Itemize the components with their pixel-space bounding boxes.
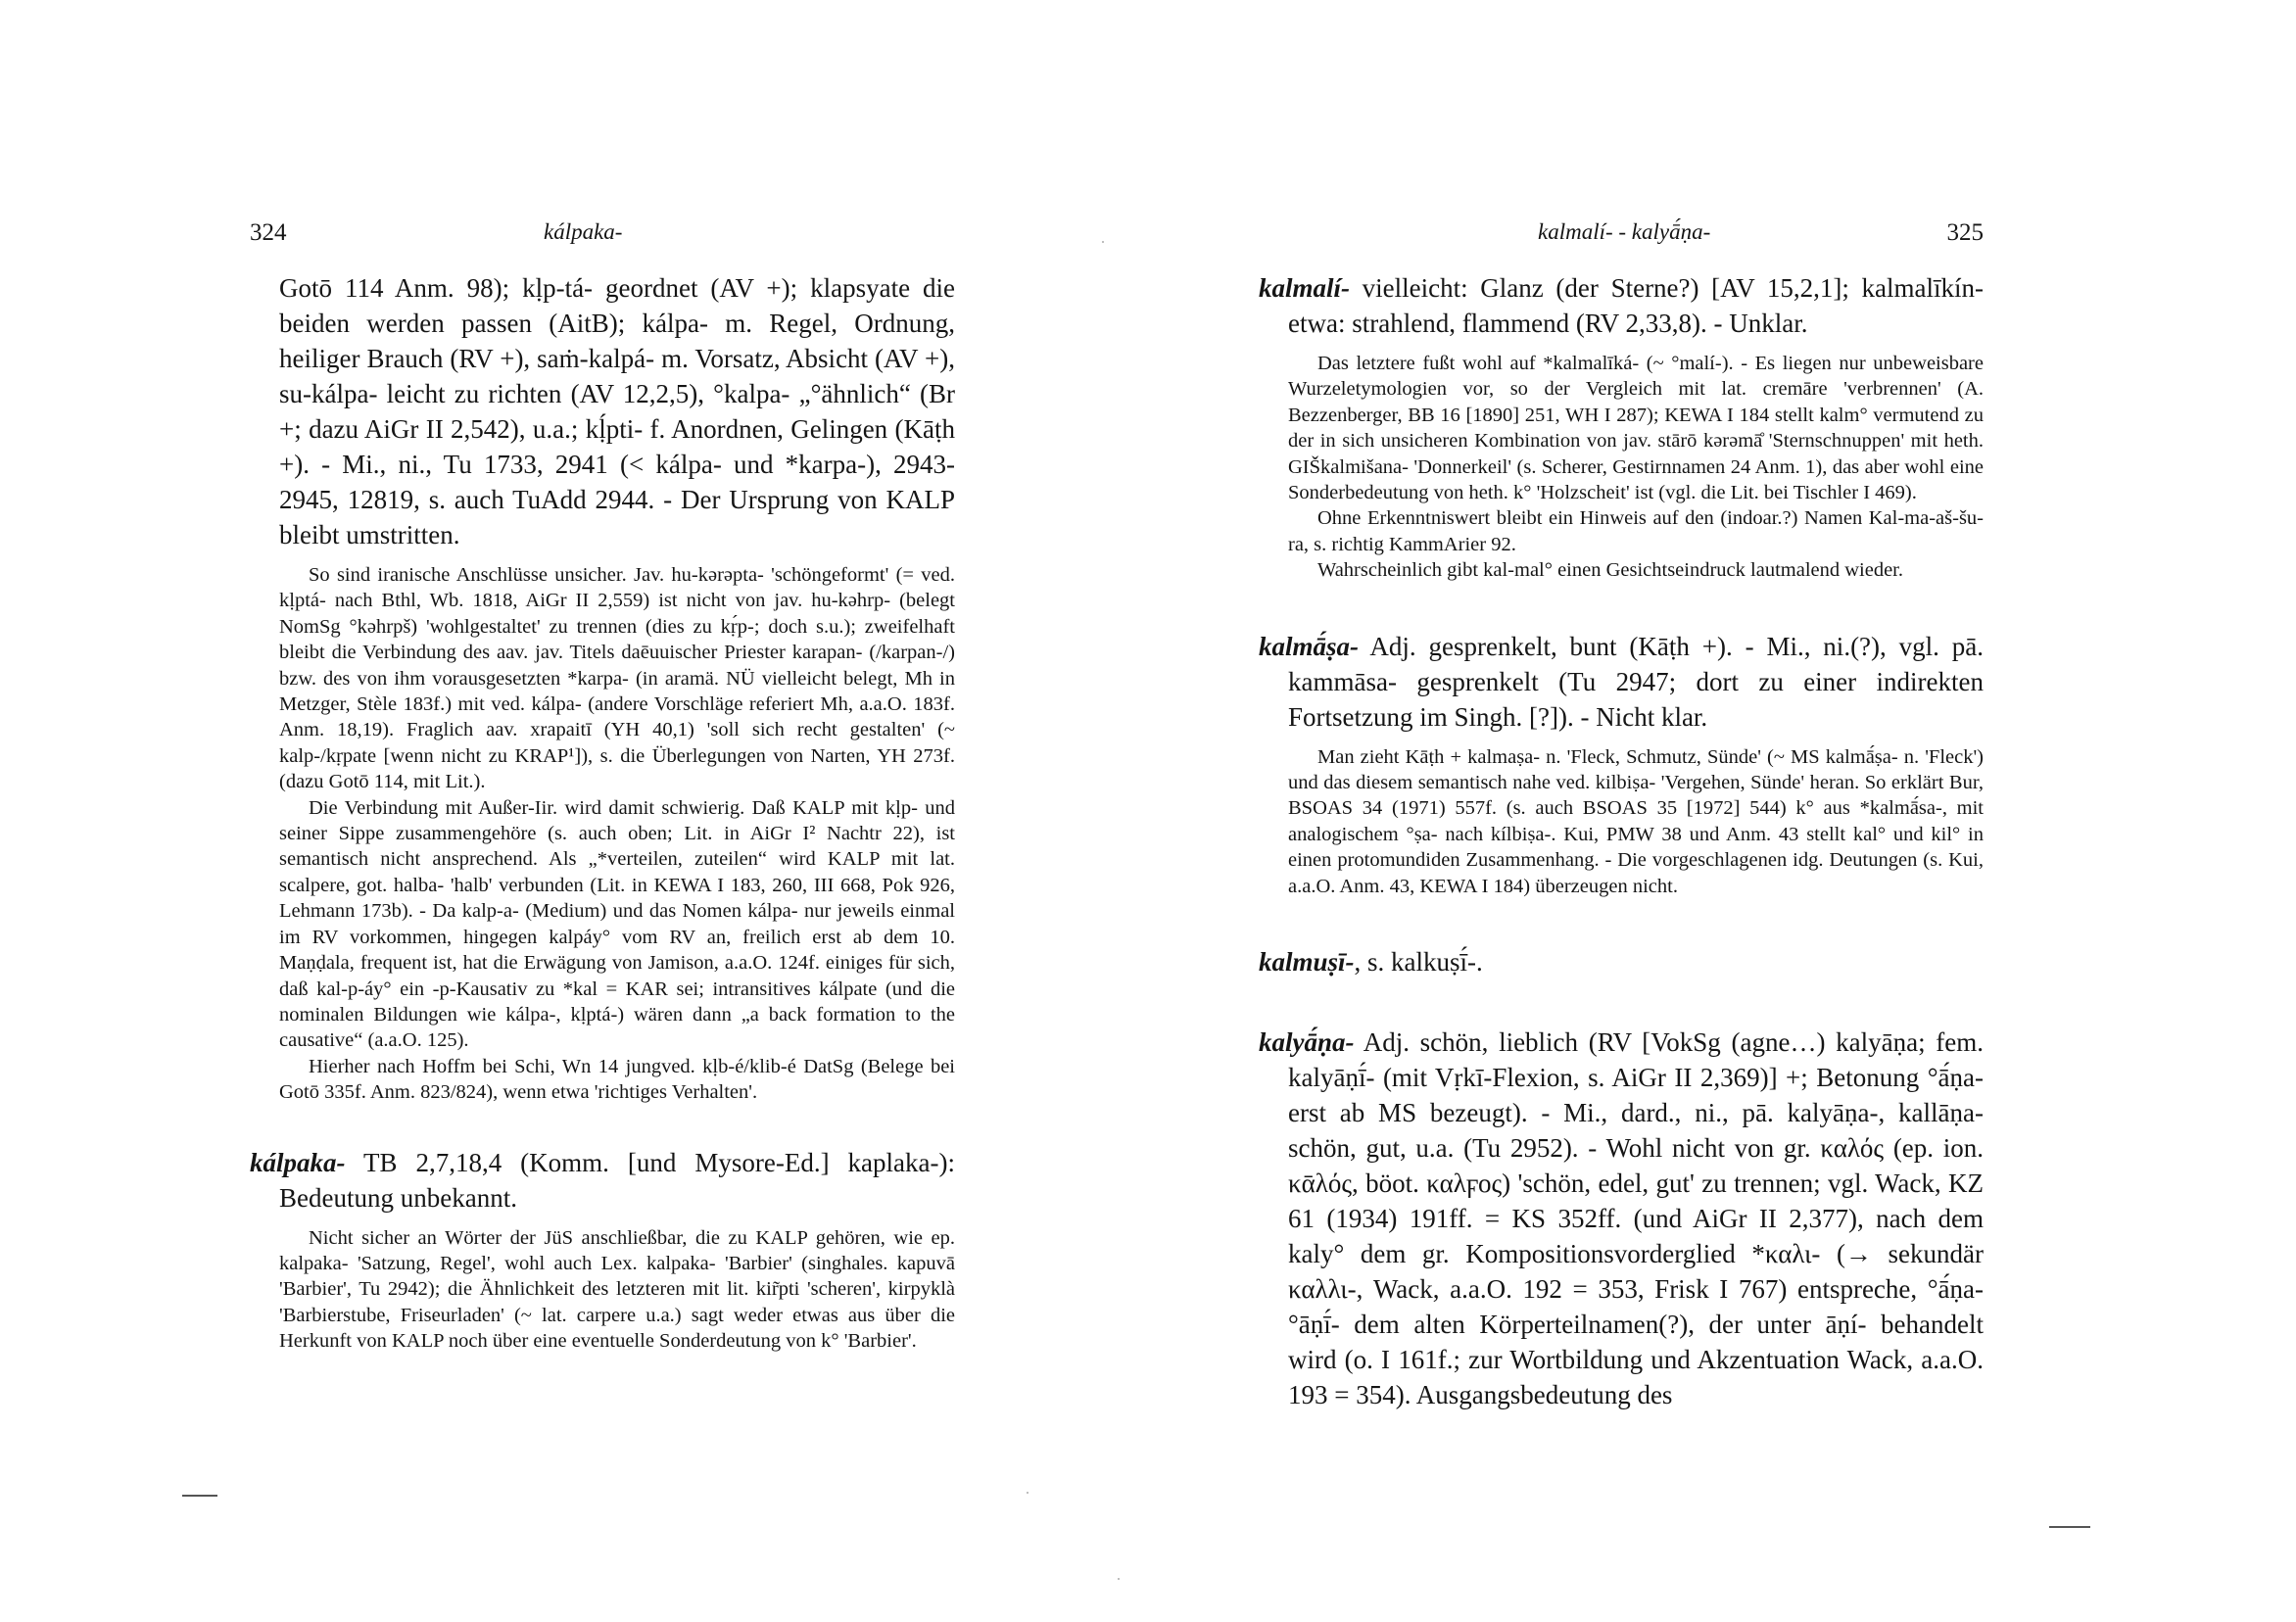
entry-kalmusi: [1259, 944, 1984, 979]
entry-kalyana: [1259, 1025, 1984, 1412]
entry-kalmasa: [1259, 629, 1984, 735]
note-paragraph: Das letztere fußt wohl auf *kalmalīká- (~ °malí-). - Es liegen nur unbeweisbare Wurzeletymologien vor, so der Vergleich mit lat. cremāre 'verbrennen' (A. Bezzenberger, BB 16 [1890] 251, WH I 287); KEWA I 184 stellt kalm° vermutend zu der in sich unsicheren Kombination von jav. stārō kərəmā̊ 'Sternschnuppen' mit heth. GIŠkalmišana- 'Donnerkeil' (s. Scherer, Gestirnnamen 24 Anm. 1), das aber wohl eine Sonderbedeutung von heth. k° 'Holzscheit' ist (vgl. die Lit. bei Tischler I 469).: [1288, 353, 1984, 504]
right-page: [1259, 0, 1984, 1622]
scan-speck: [1118, 1578, 1120, 1580]
entry-kalpaka: [250, 1145, 955, 1216]
headword: kálpaka-: [250, 1147, 346, 1177]
entry-definition: TB 2,7,18,4 (Komm. [und Mysore-Ed.] kaplaka-): Bedeutung unbekannt.: [279, 1147, 955, 1213]
scan-mark: [2049, 1526, 2090, 1528]
scan-speck: [1102, 241, 1104, 243]
headword: kalmā́ṣa-: [1259, 631, 1360, 661]
page-number: 324: [250, 219, 287, 246]
page-number: 325: [1946, 219, 1984, 246]
entry-definition: , s. kalkuṣī́-.: [1354, 947, 1483, 978]
note-paragraph: So sind iranische Anschlüsse unsicher. Jav. hu-kərəpta- 'schöngeformt' (= ved. kḷptá- nach Bthl, Wb. 1818, AiGr II 2,559) ist nicht von jav. hu-kəhrp- (belegt NomSg °kəhrpš) 'wohlgestaltet' zu trennen (dies zu kṛ́p-; doch s.u.); zweifelhaft bleibt die Verbindung des aav. jav. Titels daēuuischer Priester karapan- (/karpan-/) bzw. des von ihm vorausgesetzten *karpa- (in aramä. NÜ vielleicht belegt, Mh in Metzger, Stèle 183f.) mit ved. kálpa- (andere Vorschläge referiert Mh, a.a.O. 183f. Anm. 18,19). Fraglich aav. xrapaitī (YH 40,1) 'soll sich recht gestalten' (~ kalp-/kṛpate [wenn nicht zu KRAP¹]), s. die Überlegungen von Narten, YH 273f. (dazu Gotō 114, mit Lit.).: [279, 564, 955, 793]
entry-continuation: Gotō 114 Anm. 98); kḷp-tá- geordnet (AV +); klapsyate die beiden werden passen (AitB); kálpa- m. Regel, Ordnung, heiliger Brauch (RV +), saṁ-kalpá- m. Vorsatz, Absicht (AV +), su-kálpa- leicht zu richten (AV 12,2,5), °kalpa- „°ähnlich“ (Br +; dazu AiGr II 2,542), u.a.; kḷ́pti- f. Anordnen, Gelingen (Kāṭh +). - Mi., ni., Tu 1733, 2941 (< kálpa- und *karpa-), 2943-2945, 12819, s. auch TuAdd 2944. - Der Ursprung von KALP bleibt umstritten.: [279, 273, 955, 549]
entry-definition: Adj. gesprenkelt, bunt (Kāṭh +). - Mi., ni.(?), vgl. pā. kammāsa- gesprenkelt (Tu 2947; dort zu einer indirekten Fortsetzung im Singh. [?]). - Nicht klar.: [1288, 631, 1984, 732]
left-page: [250, 0, 955, 1622]
right-column: [1259, 270, 1984, 1412]
headword: kalmalí-: [1259, 273, 1350, 303]
left-column: [250, 270, 955, 1355]
entry-definition: vielleicht: Glanz (der Sterne?) [AV 15,2,1]; kalmalīkín- etwa: strahlend, flammend (RV 2,33,8). - Unklar.: [1288, 273, 1984, 338]
note-paragraph: Hierher nach Hoffm bei Schi, Wn 14 jungved. kḷb-é/klib-é DatSg (Belege bei Gotō 335f. Anm. 823/824), wenn etwa 'richtiges Verhalten'.: [279, 1055, 955, 1104]
entry-definition: Adj. schön, lieblich (RV [VokSg (agne…) kalyāṇa; fem. kalyāṇī́- (mit Vṛkī-Flexion, s. AiGr II 2,369)] +; Betonung °ā́ṇa- erst ab MS bezeugt). - Mi., dard., ni., pā. kalyāṇa-, kallāṇa- schön, gut, u.a. (Tu 2952). - Wohl nicht von gr. καλός (ep. ion. κᾱλός, böot. καλϝος) 'schön, edel, gut' zu trennen; vgl. Wack, KZ 61 (1934) 191ff. = KS 352ff. (und AiGr II 2,377), nach dem kaly° dem gr. Kompositionsvorderglied *καλι- (→ sekundär καλλι-, Wack, a.a.O. 192 = 353, Frisk I 767) entspreche, °ā́ṇa- °āṇī́- dem alten Körperteilnamen(?), der unter āṇí- behandelt wird (o. I 161f.; zur Wortbildung und Akzentuation Wack, a.a.O. 193 = 354). Ausgangsbedeutung des: [1288, 1027, 1984, 1410]
note-paragraph: Die Verbindung mit Außer-Iir. wird damit schwierig. Daß KALP mit kḷp- und seiner Sippe zusammengehöre (s. auch oben; Lit. in AiGr I² Nachtr 22), ist semantisch nicht ansprechend. Als „*verteilen, zuteilen“ wird KALP mit lat. scalpere, got. halba- 'halb' verbunden (Lit. in KEWA I 183, 260, III 668, Pok 926, Lehmann 173b). - Da kalp-a- (Medium) und das Nomen kálpa- nur jeweils einmal im RV vorkommen, hingegen kalpáy° vom RV an, freilich erst ab dem 10. Maṇḍala, frequent ist, hat die Erwägung von Jamison, a.a.O. 124f. einiges für sich, daß kal-p-áy° ein -p-Kausativ zu *kal = KAR sei; intransitives kálpate (und die nominalen Bildungen wie kálpa-, kḷptá-) wären dann „a back formation to the causative“ (a.a.O. 125).: [279, 796, 955, 1052]
headword: kalmuṣī-: [1259, 947, 1355, 978]
running-head-right: [1259, 219, 1984, 249]
note-paragraph: Wahrscheinlich gibt kal-mal° einen Gesichtseindruck lautmalend wieder.: [1317, 559, 1904, 582]
scan-mark: [182, 1495, 217, 1497]
running-head-left: [250, 219, 955, 249]
note-paragraph: Ohne Erkenntniswert bleibt ein Hinweis auf den (indoar.?) Namen Kal-ma-aš-šu-ra, s. richtig KammArier 92.: [1288, 507, 1984, 555]
running-title: kálpaka-: [544, 219, 623, 244]
running-title: kalmalí- - kalyā́ṇa-: [1538, 219, 1711, 244]
headword: kalyā́ṇa-: [1259, 1027, 1355, 1058]
entry-kalmali: [1259, 270, 1984, 341]
note-paragraph: Nicht sicher an Wörter der JüS anschließbar, die zu KALP gehören, wie ep. kalpaka- 'Satzung, Regel', wohl auch Lex. kalpaka- 'Barbier' (singhales. kapuvā 'Barbier', Tu 2942); die Ähnlichkeit des letzteren mit lit. kir̃pti 'scheren', kirpyklà 'Barbierstube, Friseurladen' (~ lat. carpere u.a.) sagt weder etwas aus über die Herkunft von KALP noch über eine eventuelle Sonderdeutung von k° 'Barbier'.: [279, 1226, 955, 1353]
note-paragraph: Man zieht Kāṭh + kalmaṣa- n. 'Fleck, Schmutz, Sünde' (~ MS kalmā́ṣa- n. 'Fleck') und das diesem semantisch nahe ved. kilbiṣa- 'Vergehen, Sünde' heran. So erklärt Bur, BSOAS 34 (1971) 557f. (s. auch BSOAS 35 [1972] 544) k° aus *kalmā́sa-, mit analogischem °ṣa- nach kílbiṣa-. Kui, PMW 38 und Anm. 43 stellt kal° und kil° in einen protomundiden Zusammenhang. - Die vorgeschlagenen idg. Deutungen (s. Kui, a.a.O. Anm. 43, KEWA I 184) überzeugen nicht.: [1288, 745, 1984, 897]
scan-speck: [1027, 1492, 1028, 1494]
